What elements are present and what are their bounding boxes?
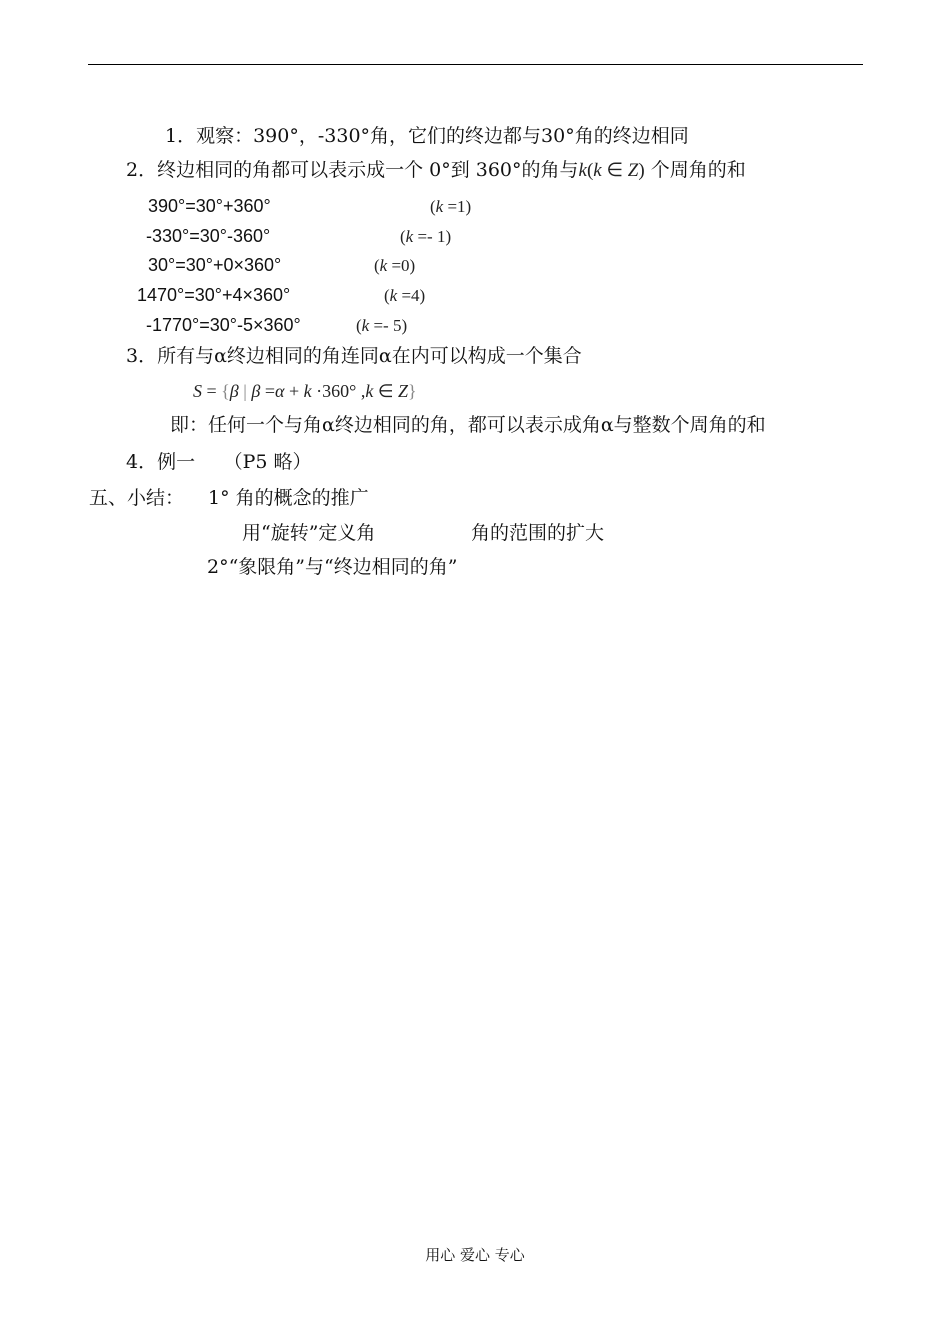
k-symbol: k: [593, 160, 602, 181]
z-symbol: Z: [627, 160, 639, 181]
item-2-statement: [126, 158, 746, 182]
element-of-symbol: ∈: [601, 160, 628, 181]
example-equation: -330°=30°-360°: [146, 226, 271, 246]
item-3-statement: 3．所有与α终边相同的角连同α在内可以构成一个集合: [126, 345, 582, 367]
paren-close: ): [638, 160, 645, 181]
summary-point-2: 2°“象限角”与“终边相同的角”: [207, 556, 458, 578]
item-4-example: 4．例一 （P5 略）: [126, 451, 312, 473]
summary-heading: 五、小结：: [89, 487, 185, 509]
item-2-text-a: 2．终边相同的角都可以表示成一个 0°到 360°的角与: [126, 159, 579, 181]
example-k-value: (k =- 5): [356, 316, 408, 335]
paren-open: (: [586, 160, 594, 181]
example-k-value: (k =0): [374, 256, 416, 275]
header-rule: [88, 64, 863, 65]
summary-point-1: 1° 角的概念的推广: [208, 487, 369, 509]
summary-range: 角的范围的扩大: [471, 522, 605, 544]
item-2-k-expression: [579, 160, 645, 181]
brace-open: {: [221, 381, 230, 401]
k-symbol: k: [578, 160, 587, 181]
set-formula: S = {β | β =α + k ·360° ,k ∈ Z}: [193, 381, 417, 401]
item-1-observation: 1．观察：390°，-330°角，它们的终边都与30°角的终边相同: [165, 125, 689, 147]
item-2-text-b: 个周角的和: [644, 159, 746, 181]
s-symbol: S: [193, 381, 202, 401]
page-footer: 用心 爱心 专心: [425, 1246, 525, 1264]
example-k-value: (k =4): [384, 286, 426, 305]
brace-close: }: [408, 381, 417, 401]
example-equation: 30°=30°+0×360°: [148, 255, 282, 275]
example-k-value: (k =- 1): [400, 227, 452, 246]
example-k-value: (k =1): [430, 197, 472, 216]
example-equation: -1770°=30°-5×360°: [146, 315, 301, 335]
example-equation: 1470°=30°+4×360°: [137, 285, 291, 305]
example-equation: 390°=30°+360°: [148, 196, 271, 216]
summary-rotation: 用“旋转”定义角: [242, 522, 376, 544]
note-line: 即：任何一个与角α终边相同的角，都可以表示成角α与整数个周角的和: [170, 414, 766, 436]
